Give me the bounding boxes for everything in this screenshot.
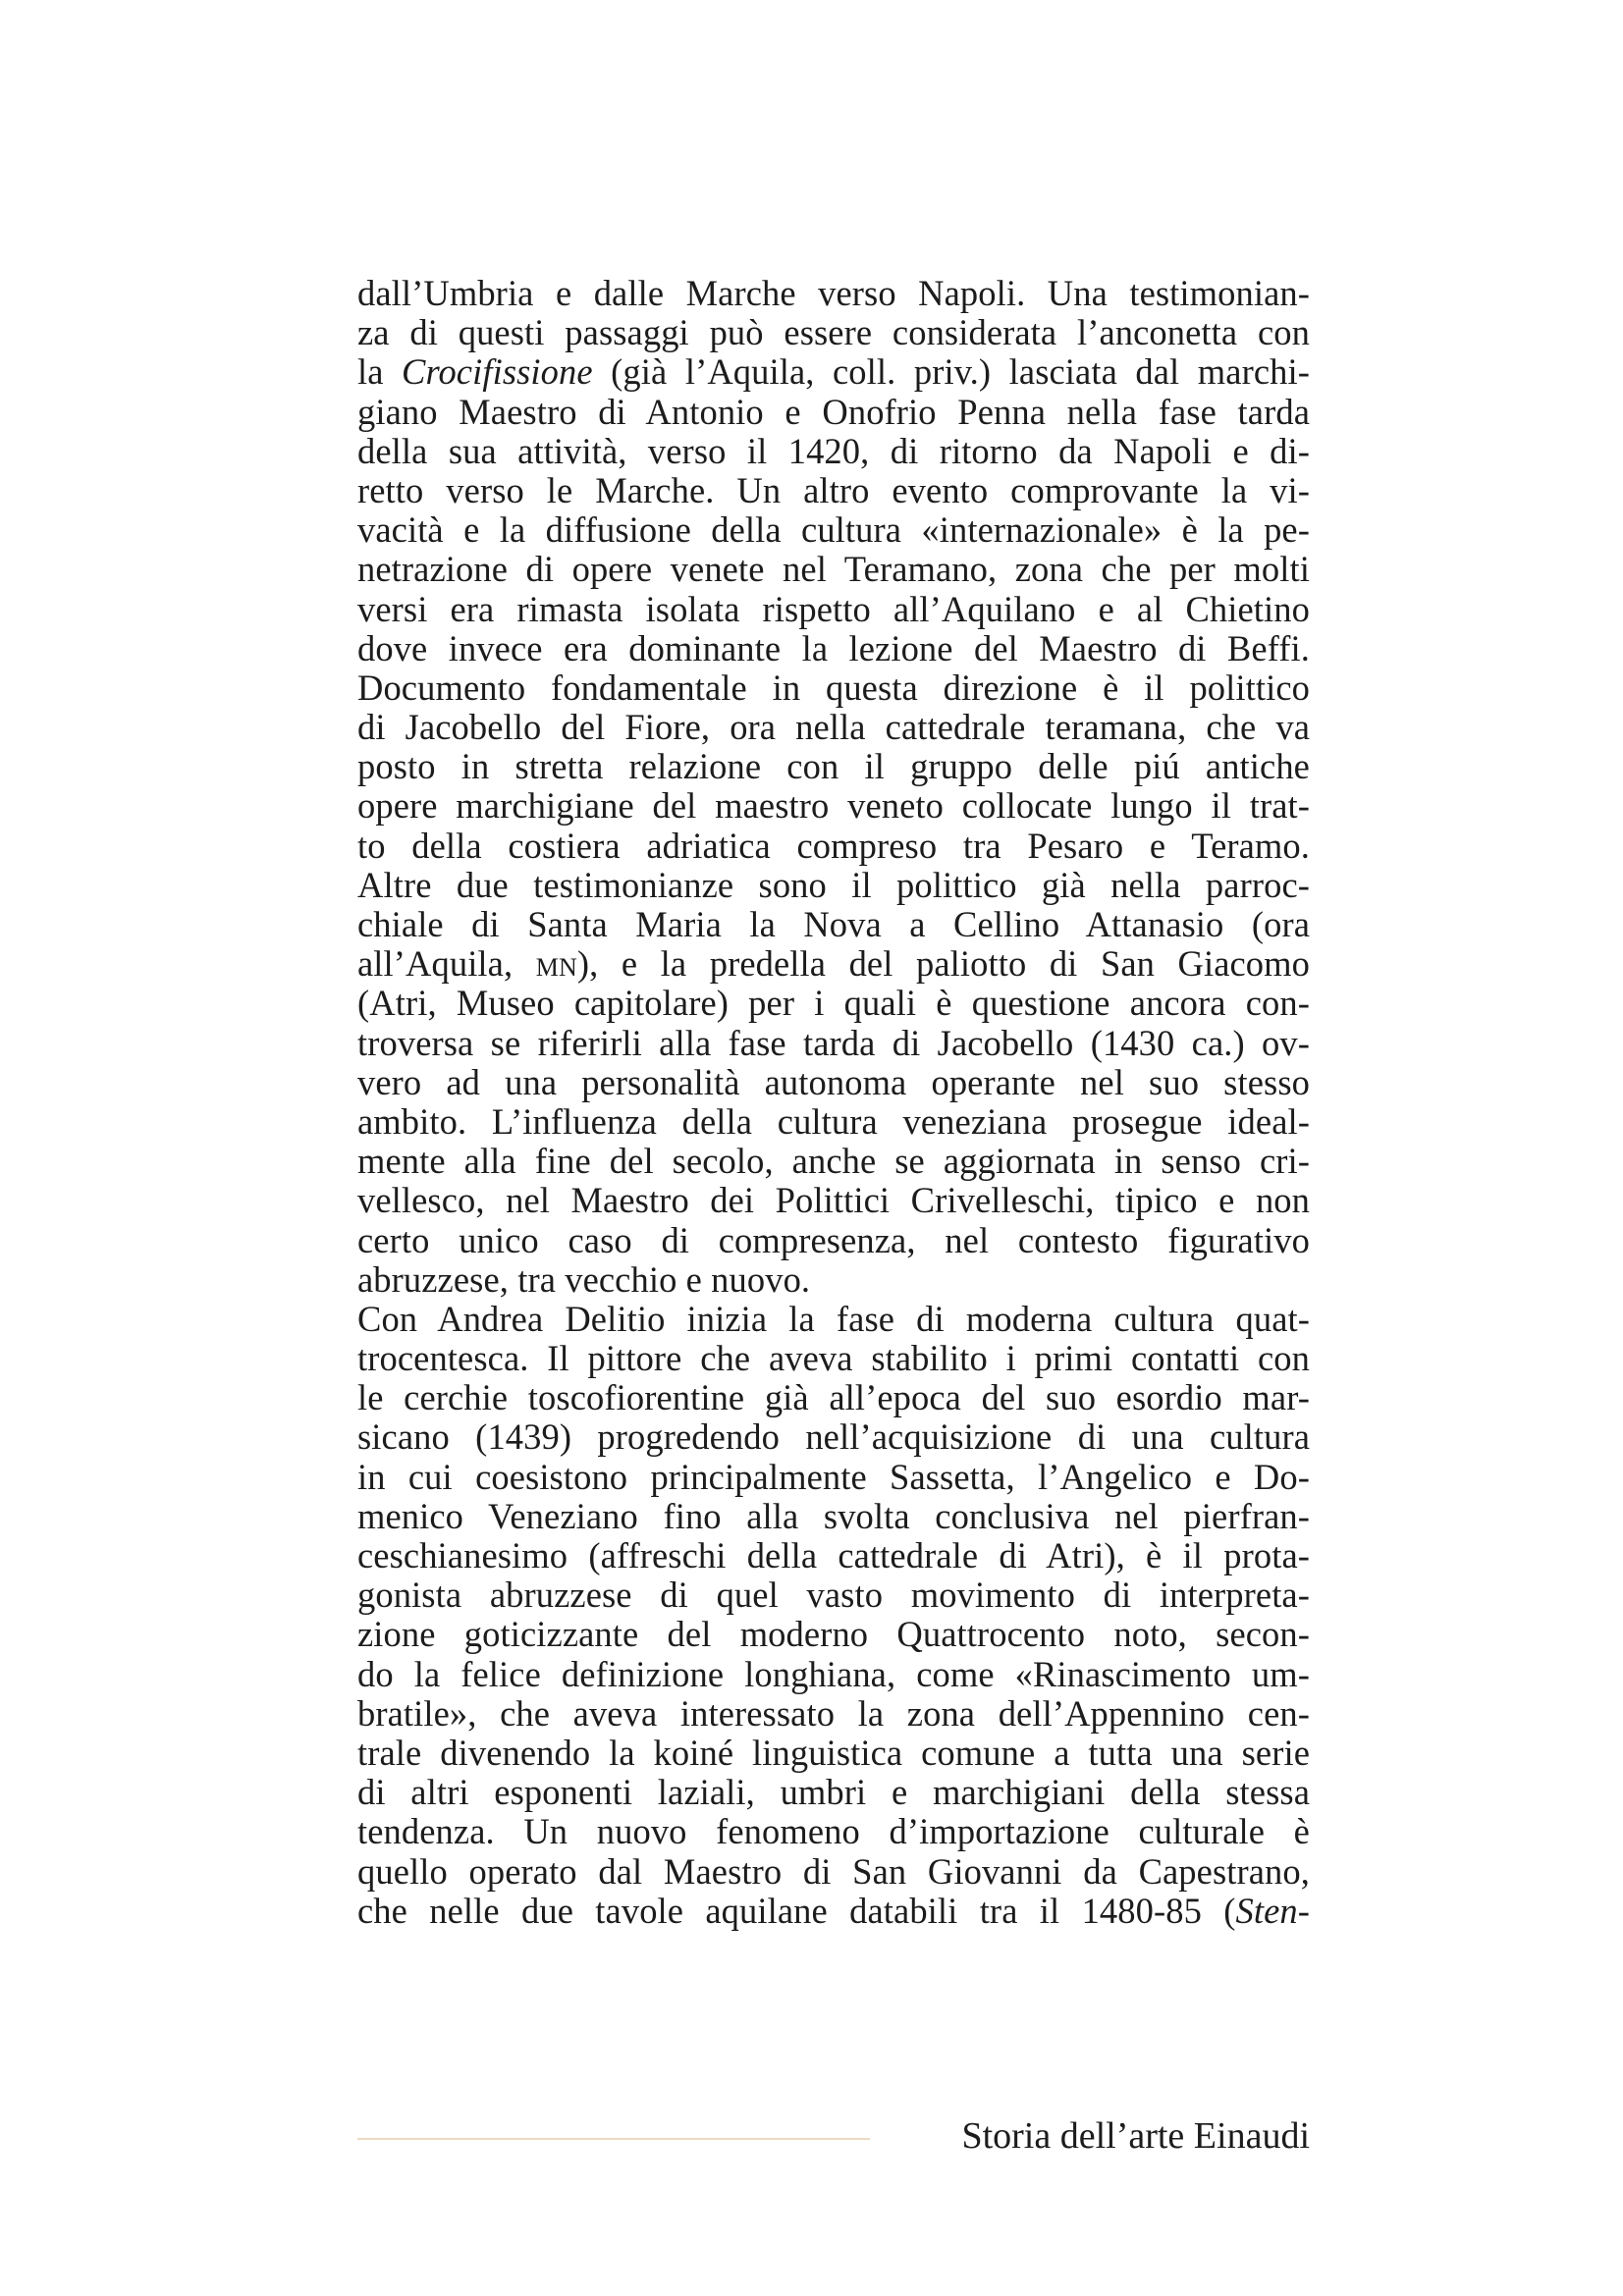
text-line: mente alla fine del secolo, anche se aggiornata in senso cri- bbox=[357, 1141, 1310, 1182]
text-line: certo unico caso di compresenza, nel contesto figurativo bbox=[357, 1219, 1310, 1260]
text-line: to della costiera adriatica compreso tra Pesaro e Teramo. bbox=[357, 825, 1310, 866]
text-line: le cerchie toscofiorentine già all’epoca del suo esordio mar- bbox=[357, 1377, 1310, 1418]
text-line: vero ad una personalità autonoma operante nel suo stesso bbox=[357, 1061, 1310, 1102]
text-line: di altri esponenti laziali, umbri e marchigiani della stessa bbox=[357, 1772, 1310, 1813]
text-line: di Jacobello del Fiore, ora nella cattedrale teramana, che va bbox=[357, 707, 1310, 748]
text-line: do la felice definizione longhiana, come «Rinascimento um- bbox=[357, 1653, 1310, 1694]
body-text bbox=[357, 274, 1310, 1931]
text-line: opere marchigiane del maestro veneto collocate lungo il trat- bbox=[357, 785, 1310, 827]
text-line: za di questi passaggi può essere considerata l’anconetta con bbox=[357, 312, 1310, 353]
text-line: vacità e la diffusione della cultura «internazionale» è la pe- bbox=[357, 509, 1310, 551]
text-line: ambito. L’influenza della cultura veneziana prosegue ideal- bbox=[357, 1100, 1310, 1142]
text-line: posto in stretta relazione con il gruppo delle piú antiche bbox=[357, 746, 1310, 787]
text-line: Con Andrea Delitio inizia la fase di moderna cultura quat- bbox=[357, 1298, 1310, 1339]
text-line: (Atri, Museo capitolare) per i quali è questione ancora con- bbox=[357, 983, 1310, 1024]
text-line: dove invece era dominante la lezione del Maestro di Beffi. bbox=[357, 627, 1310, 668]
text-line: netrazione di opere venete nel Teramano, zona che per molti bbox=[357, 549, 1310, 590]
text-line: bratile», che aveva interessato la zona dell’Appennino cen- bbox=[357, 1692, 1310, 1734]
text-line: Documento fondamentale in questa direzione è il polittico bbox=[357, 667, 1310, 708]
footer-rule bbox=[357, 2138, 870, 2140]
text-line: troversa se riferirli alla fase tarda di Jacobello (1430 ca.) ov- bbox=[357, 1022, 1310, 1063]
text-line: trale divenendo la koiné linguistica comune a tutta una serie bbox=[357, 1732, 1310, 1773]
footer-title: Storia dell’arte Einaudi bbox=[961, 2115, 1310, 2157]
text-line: Altre due testimonianze sono il polittico già nella parroc- bbox=[357, 864, 1310, 905]
text-line: chiale di Santa Maria la Nova a Cellino Attanasio (ora bbox=[357, 904, 1310, 944]
text-line: menico Veneziano fino alla svolta conclusiva nel pierfran- bbox=[357, 1495, 1310, 1536]
text-line: tendenza. Un nuovo fenomeno d’importazione culturale è bbox=[357, 1811, 1310, 1852]
text-line: abruzzese, tra vecchio e nuovo. bbox=[357, 1258, 811, 1300]
text-line: retto verso le Marche. Un altro evento comprovante la vi- bbox=[357, 469, 1310, 510]
text-line: versi era rimasta isolata rispetto all’Aquilano e al Chietino bbox=[357, 588, 1310, 629]
text-line: trocentesca. Il pittore che aveva stabilito i primi contatti con bbox=[357, 1338, 1310, 1379]
text-line: quello operato dal Maestro di San Giovanni da Capestrano, bbox=[357, 1850, 1310, 1892]
text-line: vellesco, nel Maestro dei Polittici Crivelleschi, tipico e non bbox=[357, 1180, 1310, 1221]
text-line: gonista abruzzese di quel vasto movimento di interpreta- bbox=[357, 1575, 1310, 1616]
text-line: che nelle due tavole aquilane databili tra il 1480-85 (Sten- bbox=[357, 1890, 1310, 1931]
text-line: sicano (1439) progredendo nell’acquisizione di una cultura bbox=[357, 1416, 1310, 1458]
text-line: della sua attività, verso il 1420, di ritorno da Napoli e di- bbox=[357, 430, 1310, 471]
text-line: ceschianesimo (affreschi della cattedrale di Atri), è il prota- bbox=[357, 1535, 1310, 1575]
text-line: dall’Umbria e dalle Marche verso Napoli. Una testimonian- bbox=[357, 273, 1310, 313]
text-line: giano Maestro di Antonio e Onofrio Penna nella fase tarda bbox=[357, 391, 1310, 432]
text-line: zione goticizzante del moderno Quattrocento noto, secon- bbox=[357, 1614, 1310, 1655]
text-line: all’Aquila, mn), e la predella del paliotto di San Giacomo bbox=[357, 943, 1311, 985]
text-line: in cui coesistono principalmente Sassetta, l’Angelico e Do- bbox=[357, 1456, 1310, 1497]
text-line: la Crocifissione (già l’Aquila, coll. priv.) lasciata dal marchi- bbox=[357, 351, 1310, 393]
